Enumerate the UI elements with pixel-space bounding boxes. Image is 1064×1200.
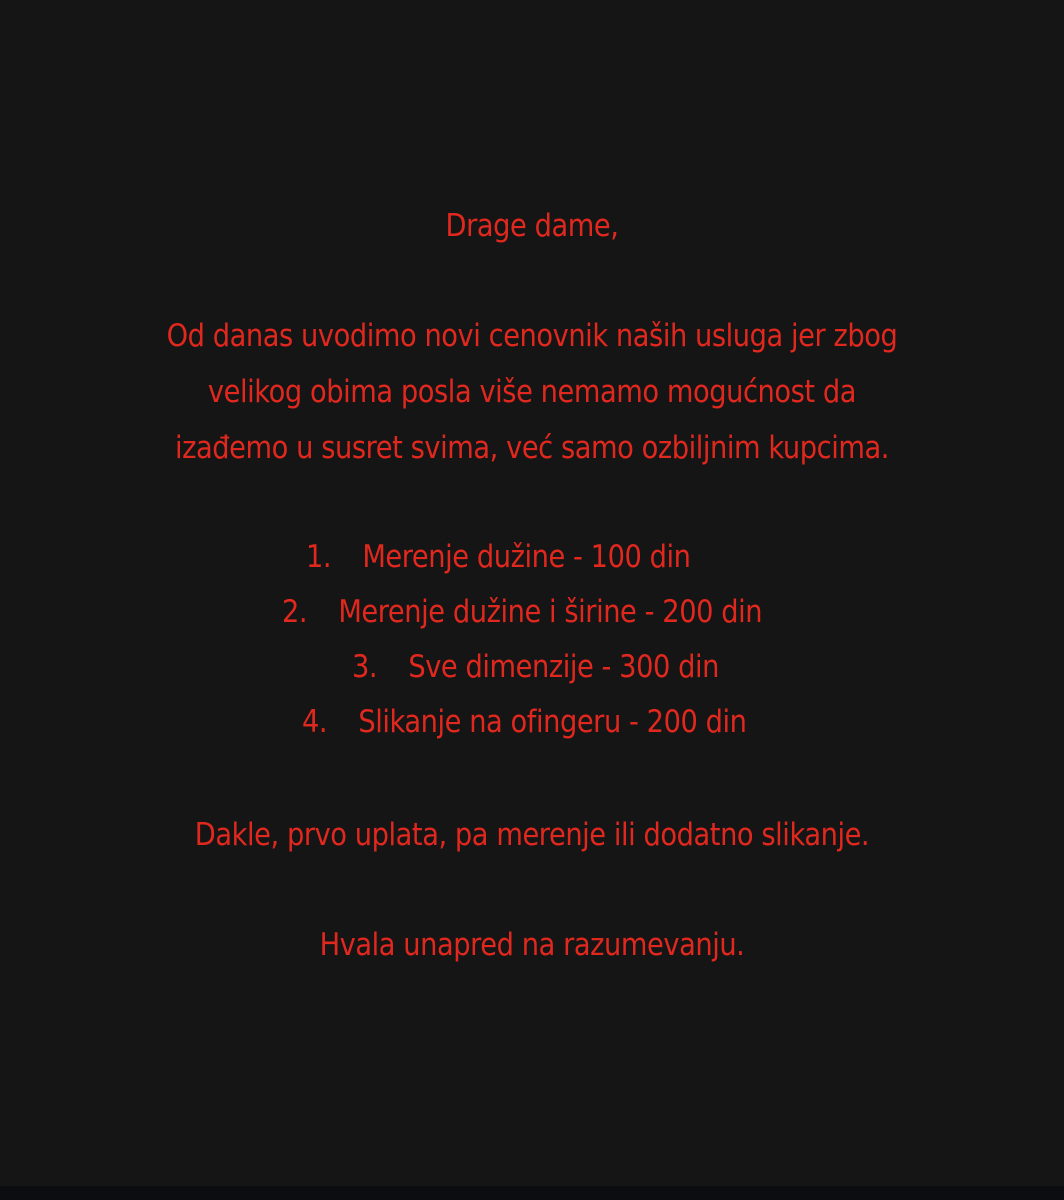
intro-line-1: Od danas uvodimo novi cenovnik naših usluga jer zbog (166, 318, 898, 354)
price-list-item (282, 592, 762, 632)
price-list-number: 1. (306, 539, 332, 575)
price-list-text: Sve dimenzije - 300 din (408, 649, 720, 685)
price-list-number: 2. (282, 594, 308, 630)
price-list-item (352, 647, 719, 687)
price-list-item (306, 537, 691, 577)
price-list-number: 4. (302, 704, 328, 740)
greeting: Drage dame, (445, 208, 619, 244)
closing-line: Hvala unapred na razumevanju. (319, 927, 745, 963)
price-list-item (302, 702, 747, 742)
price-list-text: Slikanje na ofingeru - 200 din (358, 704, 747, 740)
payment-note: Dakle, prvo uplata, pa merenje ili dodatno slikanje. (194, 817, 870, 853)
price-list-text: Merenje dužine i širine - 200 din (338, 594, 763, 630)
intro-line-2: velikog obima posla više nemamo mogućnost da (207, 374, 857, 410)
bottom-edge-strip (0, 1186, 1064, 1200)
price-list-text: Merenje dužine - 100 din (362, 539, 691, 575)
intro-line-3: izađemo u susret svima, već samo ozbiljnim kupcima. (175, 430, 889, 466)
price-list-number: 3. (352, 649, 378, 685)
